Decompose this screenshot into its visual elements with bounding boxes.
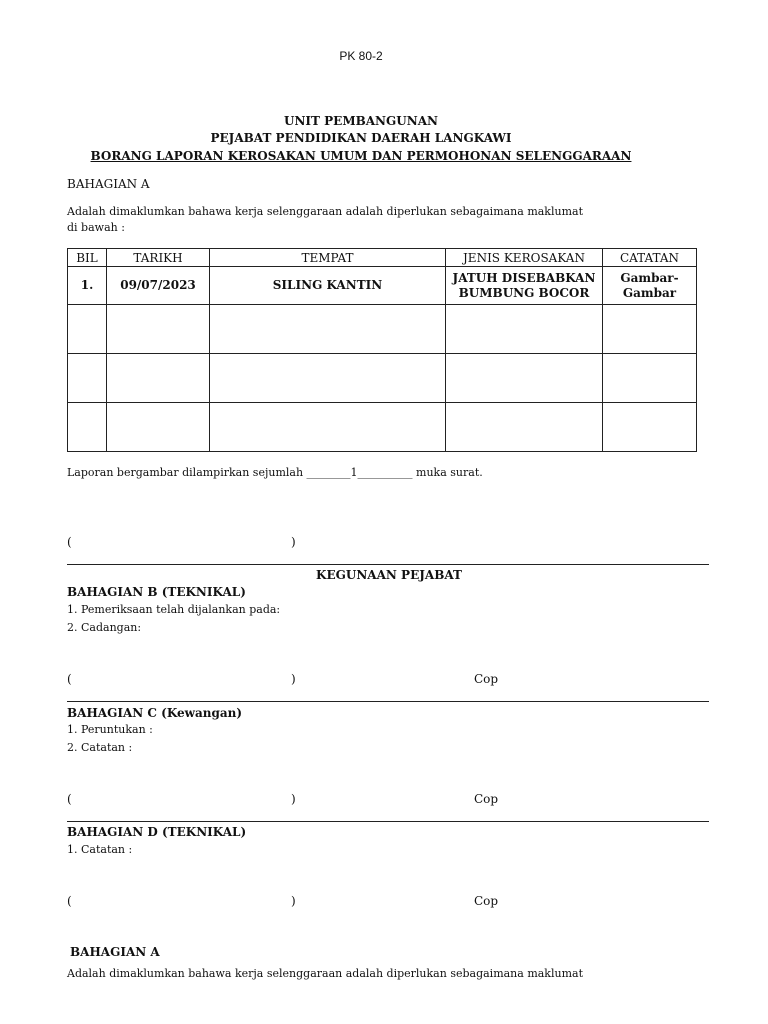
table-row <box>68 267 697 305</box>
table-header-row <box>68 249 697 267</box>
signature-close-paren-d: ) <box>291 894 296 908</box>
col-header-jenis-kerosakan: JENIS KEROSAKAN <box>446 249 603 267</box>
section-c-item1: 1. Peruntukan : <box>67 723 153 736</box>
jenis-line2: BUMBUNG BOCOR <box>458 285 590 300</box>
cell-empty[interactable] <box>210 354 446 403</box>
cell-tarikh[interactable]: 09/07/2023 <box>107 267 210 305</box>
section-a-heading: BAHAGIAN A <box>67 177 150 191</box>
cell-bil[interactable]: 1. <box>68 267 107 305</box>
form-code: PK 80-2 <box>339 49 383 63</box>
divider <box>67 701 709 702</box>
section-b-item1: 1. Pemeriksaan telah dijalankan pada: <box>67 603 281 616</box>
signature-open-paren-d: ( <box>67 894 72 908</box>
col-header-catatan: CATATAN <box>603 249 697 267</box>
section-b-heading: BAHAGIAN B (TEKNIKAL) <box>67 585 246 599</box>
cell-empty[interactable] <box>68 354 107 403</box>
cop-label-c: Cop <box>474 792 499 806</box>
cop-label-b: Cop <box>474 672 499 686</box>
catatan-line2: Gambar <box>622 285 677 300</box>
office-use-heading: KEGUNAAN PEJABAT <box>316 568 462 582</box>
signature-open-paren-a: ( <box>67 535 72 549</box>
divider <box>67 564 709 565</box>
attachment-note: Laporan bergambar dilampirkan sejumlah ________1__________ muka surat. <box>67 466 483 479</box>
cell-empty[interactable] <box>446 354 603 403</box>
divider <box>67 821 709 822</box>
cell-empty[interactable] <box>603 403 697 452</box>
section-c-heading: BAHAGIAN C (Kewangan) <box>67 706 243 720</box>
section-a-intro-line2: di bawah : <box>67 221 125 234</box>
cell-empty[interactable] <box>603 354 697 403</box>
cell-tempat[interactable]: SILING KANTIN <box>210 267 446 305</box>
table-row-empty <box>68 305 697 354</box>
cell-empty[interactable] <box>603 305 697 354</box>
form-title: BORANG LAPORAN KEROSAKAN UMUM DAN PERMOHONAN SELENGGARAAN <box>90 149 632 163</box>
section-d-heading: BAHAGIAN D (TEKNIKAL) <box>67 825 247 839</box>
footer-section-a-heading: BAHAGIAN A <box>70 945 160 959</box>
catatan-line1: Gambar- <box>620 270 679 285</box>
cell-empty[interactable] <box>446 305 603 354</box>
cop-label-d: Cop <box>474 894 499 908</box>
col-header-tempat: TEMPAT <box>210 249 446 267</box>
signature-open-paren-b: ( <box>67 672 72 686</box>
col-header-tarikh: TARIKH <box>107 249 210 267</box>
cell-empty[interactable] <box>107 403 210 452</box>
cell-empty[interactable] <box>446 403 603 452</box>
signature-close-paren-b: ) <box>291 672 296 686</box>
section-c-item2: 2. Catatan : <box>67 741 133 754</box>
cell-empty[interactable] <box>107 305 210 354</box>
office-title: PEJABAT PENDIDIKAN DAERAH LANGKAWI <box>210 131 512 145</box>
jenis-line1: JATUH DISEBABKAN <box>452 270 596 285</box>
section-b-item2: 2. Cadangan: <box>67 621 142 634</box>
cell-jenis-kerosakan[interactable] <box>446 267 603 305</box>
signature-open-paren-c: ( <box>67 792 72 806</box>
cell-empty[interactable] <box>210 403 446 452</box>
cell-empty[interactable] <box>68 403 107 452</box>
col-header-bil: BIL <box>68 249 107 267</box>
footer-section-a-intro: Adalah dimaklumkan bahawa kerja selenggaraan adalah diperlukan sebagaimana maklumat <box>67 967 583 980</box>
damage-report-table <box>67 248 697 452</box>
cell-empty[interactable] <box>68 305 107 354</box>
section-d-item1: 1. Catatan : <box>67 843 133 856</box>
signature-close-paren-c: ) <box>291 792 296 806</box>
cell-empty[interactable] <box>107 354 210 403</box>
table-row-empty <box>68 354 697 403</box>
cell-empty[interactable] <box>210 305 446 354</box>
signature-close-paren-a: ) <box>291 535 296 549</box>
section-a-intro-line1: Adalah dimaklumkan bahawa kerja selenggaraan adalah diperlukan sebagaimana maklumat <box>67 205 583 218</box>
cell-catatan[interactable] <box>603 267 697 305</box>
unit-title: UNIT PEMBANGUNAN <box>284 114 438 128</box>
table-row-empty <box>68 403 697 452</box>
